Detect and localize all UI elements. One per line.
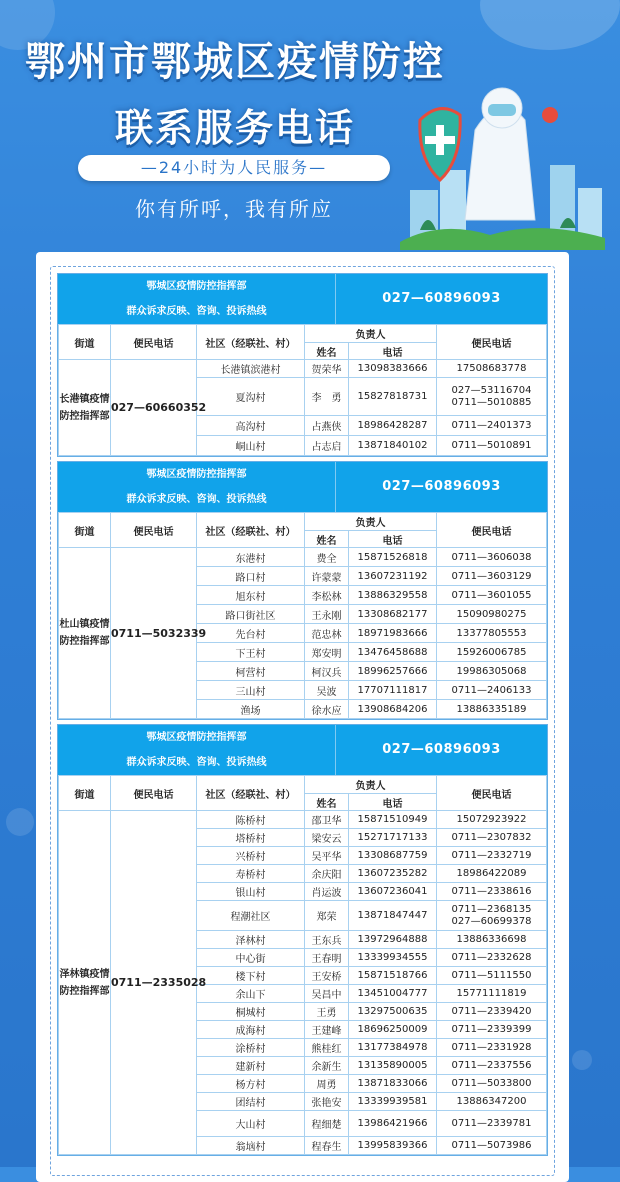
street-section [57, 724, 548, 1156]
public-phone[interactable]: 0711—5033800 [437, 1075, 547, 1093]
community: 桐城村 [197, 1003, 305, 1021]
community: 团结村 [197, 1093, 305, 1111]
col-community: 社区（经联社、村） [197, 325, 305, 360]
street-section [57, 461, 548, 720]
community: 涂桥村 [197, 1039, 305, 1057]
public-phone[interactable]: 0711—3601055 [437, 586, 547, 605]
community: 旭东村 [197, 586, 305, 605]
public-phone[interactable]: 0711—2339781 [437, 1111, 547, 1137]
leader-name: 柯汉兵 [305, 662, 349, 681]
leader-name: 周勇 [305, 1075, 349, 1093]
street-name: 泽林镇疫情防控指挥部 [59, 811, 111, 1155]
leader-phone[interactable]: 13607231192 [349, 567, 437, 586]
leader-name: 王永刚 [305, 605, 349, 624]
col-community: 社区（经联社、村） [197, 776, 305, 811]
leader-phone[interactable]: 13972964888 [349, 931, 437, 949]
leader-name: 程春生 [305, 1137, 349, 1155]
public-phone[interactable]: 0711—2368135 027—60699378 [437, 901, 547, 931]
community: 中心街 [197, 949, 305, 967]
street-hotline[interactable]: 027—60660352 [111, 360, 197, 456]
leader-name: 李 勇 [305, 378, 349, 416]
community: 大山村 [197, 1111, 305, 1137]
community: 高沟村 [197, 416, 305, 436]
street-name: 长港镇疫情防控指挥部 [59, 360, 111, 456]
leader-name: 余庆阳 [305, 865, 349, 883]
public-phone[interactable]: 0711—3603129 [437, 567, 547, 586]
public-phone[interactable]: 13886335189 [437, 700, 547, 719]
public-phone[interactable]: 0711—3606038 [437, 548, 547, 567]
section-header [58, 274, 547, 324]
leader-name: 费全 [305, 548, 349, 567]
leader-name: 吴波 [305, 681, 349, 700]
public-phone[interactable]: 19986305068 [437, 662, 547, 681]
community: 余山下 [197, 985, 305, 1003]
doctor-shield-illustration [400, 70, 605, 250]
public-phone[interactable]: 0711—5010891 [437, 436, 547, 456]
page-title: 鄂州市鄂城区疫情防控 [25, 39, 445, 85]
leader-phone[interactable]: 13339934555 [349, 949, 437, 967]
leader-name: 吴平华 [305, 847, 349, 865]
public-phone[interactable]: 0711—2339399 [437, 1021, 547, 1039]
leader-name: 梁安云 [305, 829, 349, 847]
col-street: 街道 [59, 325, 111, 360]
col-street: 街道 [59, 513, 111, 548]
leader-name: 程细楚 [305, 1111, 349, 1137]
contact-card [36, 252, 569, 1182]
leader-phone[interactable]: 18996257666 [349, 662, 437, 681]
leader-name: 王安桥 [305, 967, 349, 985]
community: 下王村 [197, 643, 305, 662]
public-phone[interactable]: 13377805553 [437, 624, 547, 643]
public-phone[interactable]: 15771111819 [437, 985, 547, 1003]
community: 三山村 [197, 681, 305, 700]
public-phone[interactable]: 15072923922 [437, 811, 547, 829]
leader-phone[interactable]: 15271717133 [349, 829, 437, 847]
community: 翁垴村 [197, 1137, 305, 1155]
col-leader: 负责人 [305, 325, 437, 343]
leader-phone[interactable]: 18986428287 [349, 416, 437, 436]
community: 路口村 [197, 567, 305, 586]
leader-phone[interactable]: 13886329558 [349, 586, 437, 605]
community: 渔场 [197, 700, 305, 719]
leader-name: 范忠林 [305, 624, 349, 643]
community: 建新村 [197, 1057, 305, 1075]
leader-name: 许蒙蒙 [305, 567, 349, 586]
col-public-phone: 便民电话 [437, 776, 547, 811]
public-phone[interactable]: 15926006785 [437, 643, 547, 662]
leader-phone[interactable]: 13476458688 [349, 643, 437, 662]
col-phone: 电话 [349, 343, 437, 360]
leader-phone[interactable]: 15827818731 [349, 378, 437, 416]
street-hotline[interactable]: 0711—5032339 [111, 548, 197, 719]
contact-table [58, 775, 547, 1155]
decor-bubble [6, 808, 34, 836]
public-phone[interactable]: 0711—2337556 [437, 1057, 547, 1075]
decor-bubble [572, 1050, 592, 1070]
leader-phone[interactable]: 15871526818 [349, 548, 437, 567]
leader-name: 王勇 [305, 1003, 349, 1021]
public-phone[interactable]: 0711—5111550 [437, 967, 547, 985]
public-phone[interactable]: 17508683778 [437, 360, 547, 378]
leader-name: 郑荣 [305, 901, 349, 931]
community: 泽林村 [197, 931, 305, 949]
public-phone[interactable]: 0711—2401373 [437, 416, 547, 436]
contact-card-border [50, 266, 555, 1176]
community: 杨方村 [197, 1075, 305, 1093]
poster-header [0, 0, 605, 250]
community: 塔桥村 [197, 829, 305, 847]
col-hotline: 便民电话 [111, 325, 197, 360]
public-phone[interactable]: 18986422089 [437, 865, 547, 883]
hq-phone[interactable]: 027—60896093 [382, 479, 501, 494]
leader-name: 占燕侠 [305, 416, 349, 436]
public-phone[interactable]: 0711—2331928 [437, 1039, 547, 1057]
community: 寿桥村 [197, 865, 305, 883]
leader-name: 李松林 [305, 586, 349, 605]
community: 长港镇滨港村 [197, 360, 305, 378]
leader-name: 王春明 [305, 949, 349, 967]
leader-phone[interactable]: 13135890005 [349, 1057, 437, 1075]
leader-phone[interactable]: 13339939581 [349, 1093, 437, 1111]
community: 先台村 [197, 624, 305, 643]
leader-phone[interactable]: 13871847447 [349, 901, 437, 931]
leader-phone[interactable]: 13871840102 [349, 436, 437, 456]
leader-phone[interactable]: 15871510949 [349, 811, 437, 829]
community: 东港村 [197, 548, 305, 567]
hq-desc: 群众诉求反映、咨询、投诉热线 [126, 757, 267, 768]
community: 楼下村 [197, 967, 305, 985]
col-street: 街道 [59, 776, 111, 811]
col-hotline: 便民电话 [111, 513, 197, 548]
public-phone[interactable]: 0711—2338616 [437, 883, 547, 901]
community: 夏沟村 [197, 378, 305, 416]
contact-table [58, 324, 547, 456]
hq-desc: 群众诉求反映、咨询、投诉热线 [126, 494, 267, 505]
page-subtitle: 联系服务电话 [114, 106, 355, 150]
contact-table [58, 512, 547, 719]
col-community: 社区（经联社、村） [197, 513, 305, 548]
public-phone[interactable]: 15090980275 [437, 605, 547, 624]
public-phone[interactable]: 027—53116704 0711—5010885 [437, 378, 547, 416]
col-public-phone: 便民电话 [437, 513, 547, 548]
hq-phone[interactable]: 027—60896093 [382, 742, 501, 757]
col-name: 姓名 [305, 343, 349, 360]
public-phone[interactable]: 0711—2339420 [437, 1003, 547, 1021]
leader-name: 肖运波 [305, 883, 349, 901]
community: 柯营村 [197, 662, 305, 681]
public-phone[interactable]: 13886336698 [437, 931, 547, 949]
col-public-phone: 便民电话 [437, 325, 547, 360]
leader-phone[interactable]: 13308687759 [349, 847, 437, 865]
leader-phone[interactable]: 18971983666 [349, 624, 437, 643]
leader-name: 王东兵 [305, 931, 349, 949]
col-name: 姓名 [305, 794, 349, 811]
leader-phone[interactable]: 13986421966 [349, 1111, 437, 1137]
community: 成海村 [197, 1021, 305, 1039]
leader-phone[interactable]: 13308682177 [349, 605, 437, 624]
leader-name: 熊桂红 [305, 1039, 349, 1057]
leader-phone[interactable]: 13995839366 [349, 1137, 437, 1155]
hq-desc: 群众诉求反映、咨询、投诉热线 [126, 306, 267, 317]
public-phone[interactable]: 0711—2332628 [437, 949, 547, 967]
leader-name: 王建峰 [305, 1021, 349, 1039]
leader-phone[interactable]: 13607235282 [349, 865, 437, 883]
slogan: 你有所呼，我有所应 [135, 197, 333, 221]
leader-phone[interactable]: 13871833066 [349, 1075, 437, 1093]
leader-name: 邵卫华 [305, 811, 349, 829]
leader-name: 占志启 [305, 436, 349, 456]
col-hotline: 便民电话 [111, 776, 197, 811]
public-phone[interactable]: 0711—2307832 [437, 829, 547, 847]
col-leader: 负责人 [305, 513, 437, 531]
public-phone[interactable]: 13886347200 [437, 1093, 547, 1111]
leader-phone[interactable]: 13297500635 [349, 1003, 437, 1021]
section-header [58, 725, 547, 775]
leader-phone[interactable]: 13177384978 [349, 1039, 437, 1057]
leader-name: 吴昌中 [305, 985, 349, 1003]
leader-phone[interactable]: 15871518766 [349, 967, 437, 985]
leader-name: 郑安明 [305, 643, 349, 662]
leader-phone[interactable]: 13908684206 [349, 700, 437, 719]
community: 兴桥村 [197, 847, 305, 865]
section-header [58, 462, 547, 512]
leader-phone[interactable]: 13451004777 [349, 985, 437, 1003]
public-phone[interactable]: 0711—5073986 [437, 1137, 547, 1155]
leader-name: 贺荣华 [305, 360, 349, 378]
col-phone: 电话 [349, 794, 437, 811]
community: 峒山村 [197, 436, 305, 456]
hq-phone[interactable]: 027—60896093 [382, 291, 501, 306]
leader-name: 徐水应 [305, 700, 349, 719]
public-phone[interactable]: 0711—2332719 [437, 847, 547, 865]
hq-name: 鄂城区疫情防控指挥部 [146, 469, 247, 480]
col-phone: 电话 [349, 531, 437, 548]
community: 程潮社区 [197, 901, 305, 931]
leader-phone[interactable]: 17707111817 [349, 681, 437, 700]
leader-phone[interactable]: 13607236041 [349, 883, 437, 901]
hq-name: 鄂城区疫情防控指挥部 [146, 281, 247, 292]
community: 银山村 [197, 883, 305, 901]
street-section [57, 273, 548, 457]
leader-phone[interactable]: 13098383666 [349, 360, 437, 378]
col-name: 姓名 [305, 531, 349, 548]
community: 陈桥村 [197, 811, 305, 829]
street-name: 杜山镇疫情防控指挥部 [59, 548, 111, 719]
public-phone[interactable]: 0711—2406133 [437, 681, 547, 700]
service-tag: —24小时为人民服务— [78, 155, 390, 181]
community: 路口街社区 [197, 605, 305, 624]
leader-phone[interactable]: 18696250009 [349, 1021, 437, 1039]
leader-name: 余新生 [305, 1057, 349, 1075]
hq-name: 鄂城区疫情防控指挥部 [146, 732, 247, 743]
street-hotline[interactable]: 0711—2335028 [111, 811, 197, 1155]
col-leader: 负责人 [305, 776, 437, 794]
leader-name: 张艳安 [305, 1093, 349, 1111]
